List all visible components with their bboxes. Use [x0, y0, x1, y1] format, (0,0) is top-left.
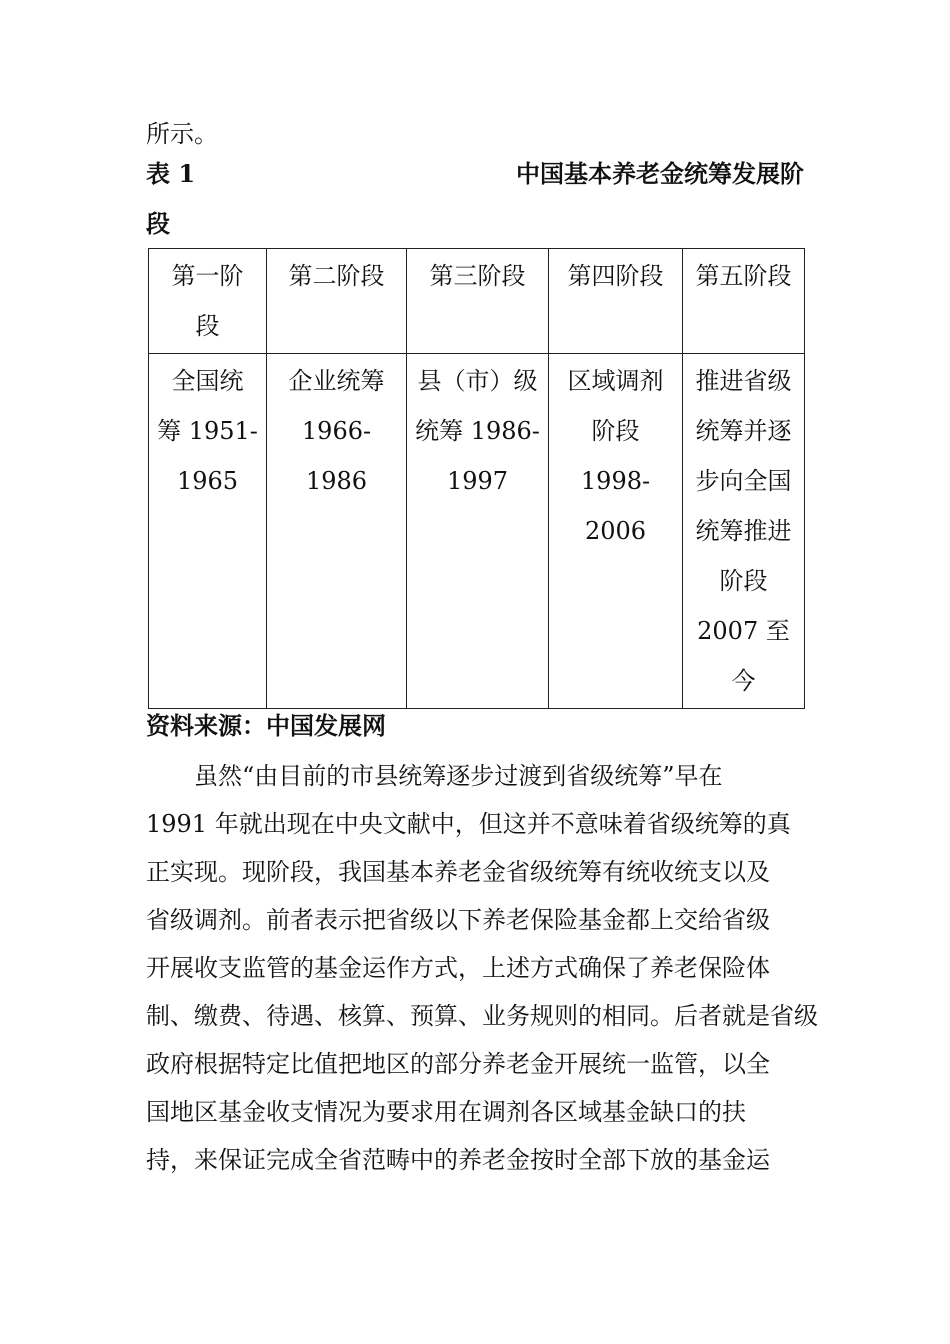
table-row [149, 354, 805, 709]
paragraph-line: 国地区基金收支情况为要求用在调剂各区域基金缺口的扶 [146, 1098, 746, 1126]
table-header-cell: 第四阶段 [549, 249, 683, 354]
table-header-cell: 第二阶段 [267, 249, 407, 354]
source-note: 资料来源：中国发展网 [146, 711, 386, 740]
table-header-cell: 第三阶段 [407, 249, 549, 354]
paragraph-line: 开展收支监管的基金运作方式，上述方式确保了养老保险体 [146, 954, 770, 982]
table-cell: 企业统筹 1966-1986 [267, 354, 407, 709]
paragraph-line: 制、缴费、待遇、核算、预算、业务规则的相同。后者就是省级 [146, 1002, 818, 1030]
table-header-cell: 第五阶段 [683, 249, 805, 354]
table-cell: 推进省级 统筹并逐 步向全国 统筹推进 阶段 2007 至 今 [683, 354, 805, 709]
table-caption-label: 表 1 [146, 159, 196, 188]
paragraph-line: 省级调剂。前者表示把省级以下养老保险基金都上交给省级 [146, 906, 770, 934]
paragraph-line: 持，来保证完成全省范畴中的养老金按时全部下放的基金运 [146, 1146, 770, 1174]
paragraph-line: 1991 年就出现在中央文献中，但这并不意味着省级统筹的真 [146, 810, 791, 838]
table-cell: 区域调剂 阶段 1998-2006 [549, 354, 683, 709]
table-header-cell: 第一阶 段 [149, 249, 267, 354]
table-caption-title-wrap: 段 [146, 209, 170, 238]
paragraph-line: 政府根据特定比值把地区的部分养老金开展统一监管，以全 [146, 1050, 770, 1078]
paragraph-line: 正实现。现阶段，我国基本养老金省级统筹有统收统支以及 [146, 858, 770, 886]
pension-stages-table [148, 248, 805, 709]
paragraph-line: 虽然“由目前的市县统筹逐步过渡到省级统筹”早在 [146, 762, 723, 790]
intro-fragment: 所示。 [146, 120, 218, 148]
table-caption-title: 中国基本养老金统筹发展阶 [516, 159, 804, 188]
table-cell: 县（市）级 统筹 1986- 1997 [407, 354, 549, 709]
table-header-row [149, 249, 805, 354]
body-paragraph [146, 752, 818, 1184]
table-cell: 全国统 筹 1951- 1965 [149, 354, 267, 709]
